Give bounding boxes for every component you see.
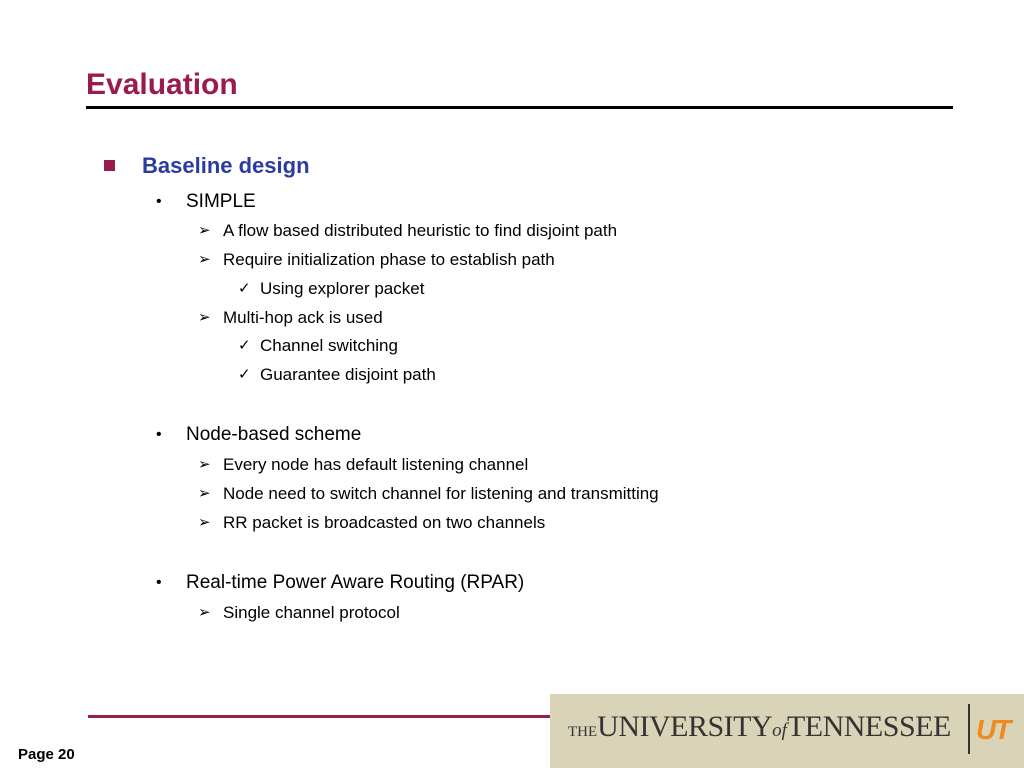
logo-tennessee: TENNESSEE <box>786 710 951 743</box>
arrow-bullet-icon: ➢ <box>198 251 211 268</box>
check-bullet-label: Channel switching <box>260 336 398 355</box>
sub-bullet-label: Node need to switch channel for listening and transmitting <box>223 484 659 503</box>
sub-bullet-label: A flow based distributed heuristic to find disjoint path <box>223 221 618 240</box>
bullet-item-label: Real-time Power Aware Routing (RPAR) <box>186 572 525 593</box>
bullet-item-label: SIMPLE <box>186 191 256 212</box>
logo-university: UNIVERSITY <box>597 710 773 743</box>
dot-bullet-icon: • <box>156 574 162 591</box>
bullet-item-label: Node-based scheme <box>186 424 362 445</box>
sub-bullet-label: RR packet is broadcasted on two channels <box>223 513 546 532</box>
dot-bullet-icon: • <box>156 193 162 210</box>
arrow-bullet-icon: ➢ <box>198 604 211 621</box>
logo-divider <box>968 704 970 754</box>
slide-title: Evaluation <box>86 68 238 101</box>
arrow-bullet-icon: ➢ <box>198 514 211 531</box>
dot-bullet-icon: • <box>156 426 162 443</box>
arrow-bullet-icon: ➢ <box>198 222 211 239</box>
sub-bullet-label: Require initialization phase to establish path <box>223 250 555 269</box>
square-bullet-icon <box>104 160 115 171</box>
sub-bullet-label: Multi-hop ack is used <box>223 308 383 327</box>
arrow-bullet-icon: ➢ <box>198 309 211 326</box>
check-bullet-label: Using explorer packet <box>260 279 425 298</box>
title-divider <box>86 106 953 109</box>
logo-the: THE <box>568 724 598 740</box>
logo-wordmark <box>568 710 951 744</box>
arrow-bullet-icon: ➢ <box>198 456 211 473</box>
checkmark-icon: ✓ <box>238 280 251 297</box>
page-number: Page 20 <box>18 746 75 763</box>
university-logo <box>550 694 1024 768</box>
check-bullet-label: Guarantee disjoint path <box>260 365 436 384</box>
checkmark-icon: ✓ <box>238 366 251 383</box>
section-heading-label: Baseline design <box>142 153 310 178</box>
arrow-bullet-icon: ➢ <box>198 485 211 502</box>
footer-divider <box>88 715 550 718</box>
logo-of: of <box>772 720 787 741</box>
sub-bullet-label: Single channel protocol <box>223 603 400 622</box>
checkmark-icon: ✓ <box>238 337 251 354</box>
ut-logo-icon: UT <box>976 714 1010 745</box>
sub-bullet-label: Every node has default listening channel <box>223 455 529 474</box>
